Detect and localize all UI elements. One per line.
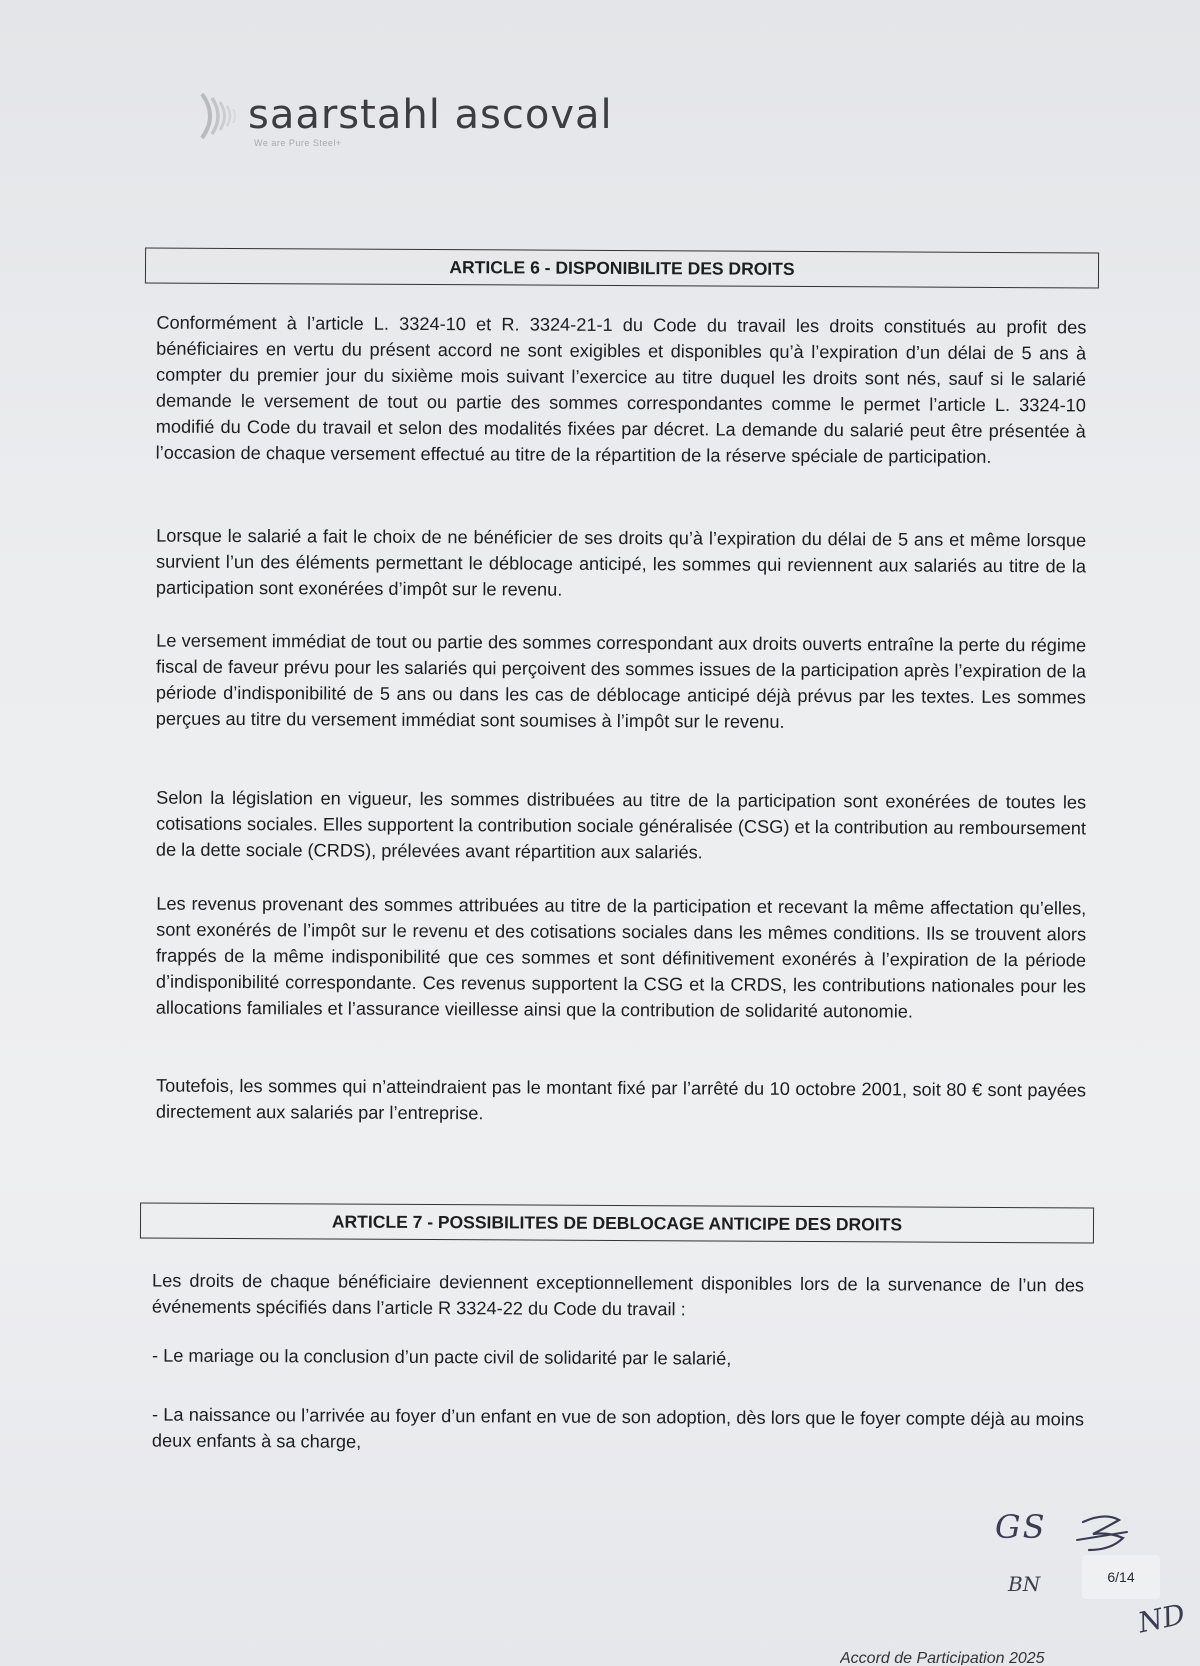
company-name: saarstahl ascoval — [248, 92, 613, 138]
signature-mark-icon — [1075, 1510, 1133, 1554]
company-logo-icon — [196, 88, 244, 144]
article-6-paragraph: Le versement immédiat de tout ou partie des sommes correspondant aux droits ouverts entraîne la perte du régime fiscal de faveur prévu pour les salariés qui perçoivent des sommes issues de la participation après l’expiration de la période d’indisponibilité de 5 ans ou dans les cas de déblocage anticipé déjà prévus par les textes. Les sommes perçues au titre du versement immédiat sont soumises à l’impôt sur le revenu. — [155, 630, 1087, 732]
article-6-header — [145, 248, 1099, 289]
page-number: 6/14 — [1107, 1569, 1135, 1585]
article-6-paragraph: Conformément à l’article L. 3324-10 et R. 3324-21-1 du Code du travail les droits constitués au profit des bénéficiaires en vertu du présent accord ne sont exigibles et disponibles qu’à l’expiration d’un délai de 5 ans à compter du premier jour du sixième mois suivant l’exercice au titre duquel les droits sont nés, sauf si le salarié demande le versement de tout ou partie des sommes correspondantes comme le permet l’article L. 3324-10 modifié du Code du travail et selon des modalités fixées par décret. La demande du salarié peut être présentée à l’occasion de chaque versement effectué au titre de la répartition de la réserve spéciale de participation. — [155, 312, 1087, 467]
article-7-title: ARTICLE 7 - POSSIBILITES DE DEBLOCAGE ANTICIPE DES DROITS — [331, 1211, 903, 1234]
article-6-paragraph: Les revenus provenant des sommes attribuées au titre de la participation et recevant la même affectation qu’elles, sont exonérés de l’impôt sur le revenu et des cotisations sociales dans les mêmes conditions. Ils se trouvent alors frappés de la même indisponibilité que ces sommes et sont définitivement exonérés à l’expiration de la période d’indisponibilité correspondante. Ces revenus supportent la CSG et la CRDS, les contributions nationales pour les allocations familiales et l’assurance vieillesse ainsi que la contribution de solidarité autonomie. — [155, 893, 1087, 1022]
company-tagline: We are Pure Steel+ — [254, 138, 342, 148]
article-6-paragraph: Toutefois, les sommes qui n’atteindraient pas le montant fixé par l’arrêté du 10 octobre 2001, soit 80 € sont payées directement aux salariés par l’entreprise. — [155, 1075, 1087, 1124]
initials-bn: BN — [1008, 1572, 1041, 1596]
article-7-header — [140, 1203, 1094, 1244]
article-7-list-item: - La naissance ou l’arrivée au foyer d’un enfant en vue de son adoption, dès lors que le foyer compte déjà au moins deux enfants à sa charge, — [151, 1404, 1085, 1452]
initials-gs: GS — [995, 1508, 1047, 1546]
article-6-paragraph: Lorsque le salarié a fait le choix de ne bénéficier de ses droits qu’à l’expiration du délai de 5 ans et même lorsque survient l’un des éléments permettant le déblocage anticipé, les sommes qui reviennent aux salariés au titre de la participation sont exonérées d’impôt sur le revenu. — [155, 525, 1087, 600]
document-footer: Accord de Participation 2025 — [840, 1650, 1045, 1665]
article-6-title: ARTICLE 6 - DISPONIBILITE DES DROITS — [449, 256, 795, 279]
article-6-paragraph: Selon la législation en vigueur, les sommes distribuées au titre de la participation sont exonérées de toutes les cotisations sociales. Elles supportent la contribution sociale généralisée (CSG) et la contribution au remboursement de la dette sociale (CRDS), prélevées avant répartition aux salariés. — [155, 787, 1087, 863]
company-logo — [196, 88, 613, 148]
article-7-paragraph: Les droits de chaque bénéficiaire deviennent exceptionnellement disponibles lors de la survenance de l’un des événements spécifiés dans l’article R 3324-22 du Code du travail : — [151, 1270, 1085, 1320]
initials-nd: ND — [1135, 1597, 1188, 1640]
article-7-list-item: - Le mariage ou la conclusion d’un pacte civil de solidarité par le salarié, — [151, 1345, 732, 1369]
page-number-box — [1082, 1555, 1160, 1599]
